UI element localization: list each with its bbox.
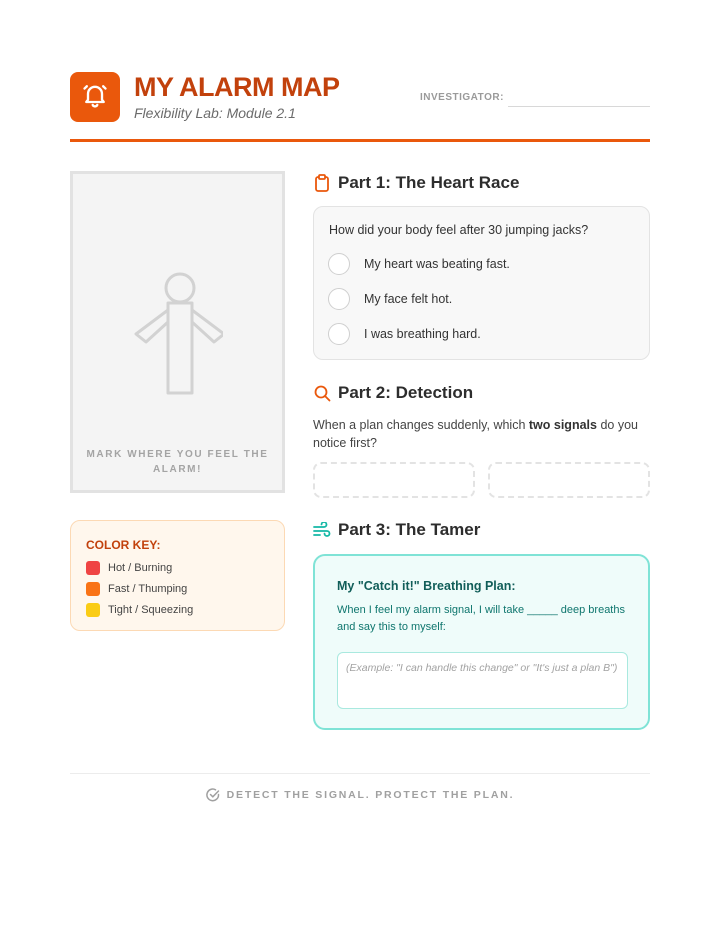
header-divider [70, 139, 650, 142]
part1-option[interactable] [328, 288, 452, 310]
signal-answer-field-1[interactable] [313, 462, 475, 498]
part1-option[interactable] [328, 323, 481, 345]
signal-answer-field-2[interactable] [488, 462, 650, 498]
magnifier-icon [313, 384, 331, 402]
breathing-plan-card [313, 554, 650, 730]
part1-question: How did your body feel after 30 jumping jacks? [329, 223, 589, 237]
color-key-label: Tight / Squeezing [108, 604, 194, 616]
bell-icon [81, 81, 109, 114]
radio-button[interactable] [328, 323, 350, 345]
self-talk-input[interactable]: (Example: "I can handle this change" or "It's just a plan B") [337, 652, 628, 709]
part1-heading-text: Part 1: The Heart Race [338, 173, 520, 192]
page-title: MY ALARM MAP [134, 72, 340, 102]
part1-heading [313, 173, 519, 193]
color-key [70, 520, 285, 631]
color-swatch-red [86, 561, 100, 575]
footer-text: DETECT THE SIGNAL. PROTECT THE PLAN. [226, 789, 515, 801]
investigator-label: INVESTIGATOR: [420, 92, 504, 103]
logo [70, 72, 120, 122]
part2-prompt: When a plan changes suddenly, which two signals do you notice first? [313, 418, 638, 450]
breathing-plan-title: My "Catch it!" Breathing Plan: [337, 579, 516, 593]
part1-question-card [313, 206, 650, 360]
part2-heading [313, 383, 473, 403]
option-label: My face felt hot. [364, 292, 453, 306]
color-key-item-hot [86, 560, 172, 576]
footer [0, 788, 720, 802]
breathing-plan-text: When I feel my alarm signal, I will take _____ deep breaths and say this to myself: [337, 604, 625, 633]
color-key-item-tight [86, 602, 193, 618]
option-label: I was breathing hard. [364, 327, 481, 341]
part2-heading-text: Part 2: Detection [338, 383, 474, 402]
footer-divider [70, 773, 650, 774]
clipboard-icon [313, 174, 331, 192]
body-map-caption: MARK WHERE YOU FEEL THE ALARM! [86, 449, 269, 475]
part3-heading-text: Part 3: The Tamer [338, 520, 481, 539]
option-label: My heart was beating fast. [364, 257, 510, 271]
color-key-label: Fast / Thumping [108, 583, 188, 595]
color-key-item-fast [86, 581, 187, 597]
color-swatch-orange [86, 582, 100, 596]
page-subtitle: Flexibility Lab: Module 2.1 [134, 105, 296, 121]
worksheet-header [70, 72, 650, 132]
part1-option[interactable] [328, 253, 510, 275]
color-swatch-yellow [86, 603, 100, 617]
check-circle-icon [206, 788, 220, 802]
body-map[interactable] [70, 171, 285, 493]
investigator-field[interactable] [508, 106, 650, 107]
wind-icon [313, 521, 331, 539]
color-key-title: COLOR KEY: [86, 538, 161, 552]
part3-heading [313, 520, 480, 540]
color-key-label: Hot / Burning [108, 562, 173, 574]
person-outline-icon [128, 270, 223, 400]
radio-button[interactable] [328, 253, 350, 275]
radio-button[interactable] [328, 288, 350, 310]
